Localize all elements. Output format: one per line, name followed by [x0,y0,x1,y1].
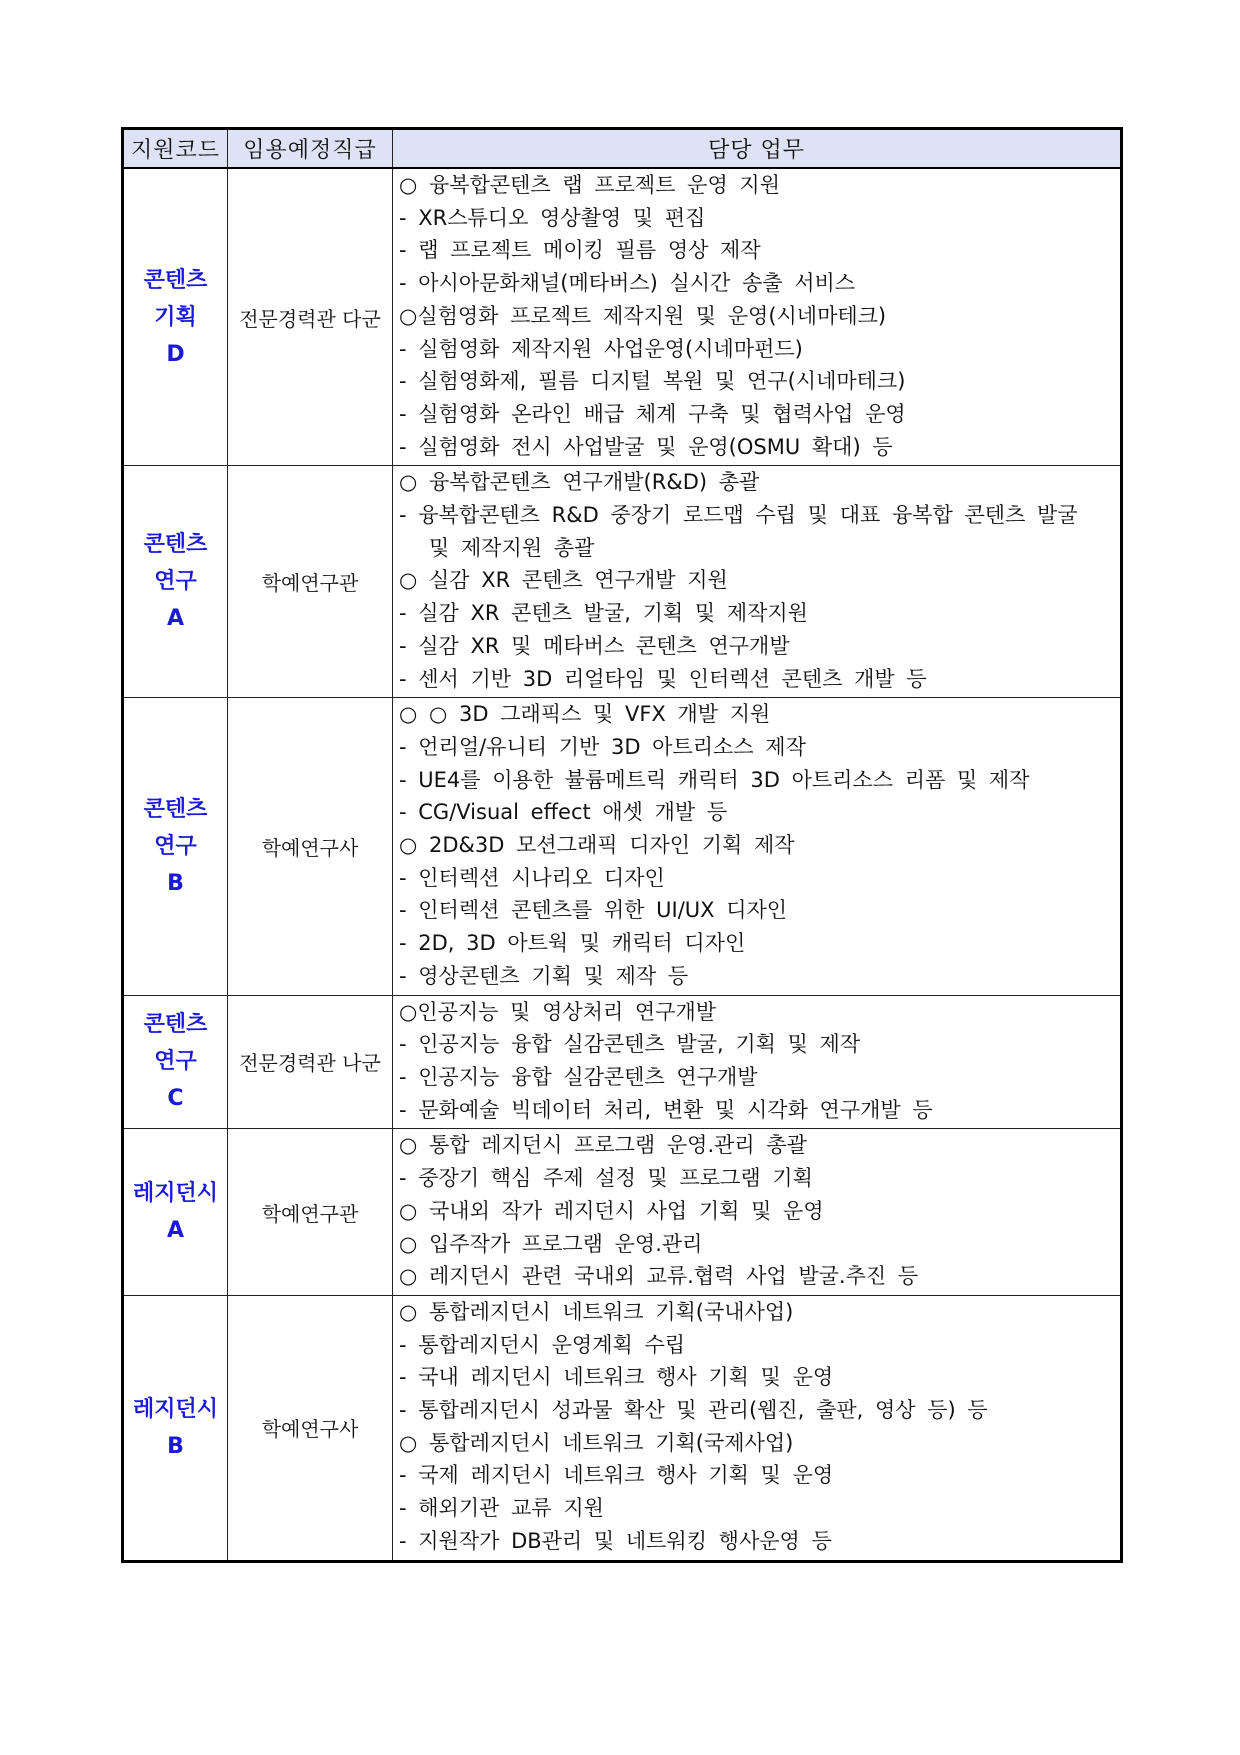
table-row [123,1295,1122,1561]
support-code-text: B [167,1433,184,1459]
duties-cell [393,698,1122,995]
duties-cell [393,995,1122,1129]
duties-cell [393,466,1122,698]
duty-line: - 실험영화제, 필름 디지털 복원 및 연구(시네마테크) [399,369,906,394]
duties-cell [393,168,1122,466]
duty-line: ○ 융복합콘텐츠 연구개발(R&D) 총괄 [399,470,760,495]
duty-line: - UE4를 이용한 뷸륨메트릭 캐릭터 3D 아트리소스 리폼 및 제작 [399,767,1030,792]
duty-line: - 인공지능 융합 실감콘텐츠 연구개발 [399,1064,758,1089]
position-grade-cell: 학예연구관 [228,1129,393,1296]
duty-line: - 실감 XR 및 메타버스 콘텐츠 연구개발 [399,633,790,658]
table-body [123,168,1122,1561]
header-duties: 담당 업무 [393,129,1122,169]
support-code-cell [123,995,228,1129]
table-row [123,698,1122,995]
duty-line: - XR스튜디오 영상촬영 및 편집 [399,205,706,230]
support-code-text: 연구 [154,1049,197,1075]
duty-line: 및 제작지원 총괄 [429,535,595,560]
support-code-cell [123,466,228,698]
support-code-cell [123,1295,228,1561]
support-code-text: 레지던시 [132,1396,218,1422]
duty-line: ○ ○ 3D 그래픽스 및 VFX 개발 지원 [399,702,771,727]
position-grade-cell: 전문경력관 다군 [228,168,393,466]
support-code-text: 콘텐츠 [143,796,208,822]
support-code-text: 콘텐츠 [143,532,208,558]
duty-line: - 실험영화 전시 사업발굴 및 운영(OSMU 확대) 등 [399,434,893,459]
duty-line: ○ 융복합콘텐츠 랩 프로젝트 운영 지원 [399,173,780,197]
support-code-text: B [167,870,184,896]
position-grade-cell: 학예연구관 [228,466,393,698]
duty-line: ○ 통합레지던시 네트워크 기획(국제사업) [399,1430,794,1455]
duty-line: ○ 실감 XR 콘텐츠 연구개발 지원 [399,568,728,593]
table-row [123,1129,1122,1296]
position-grade-cell: 학예연구사 [228,1295,393,1561]
support-code-text: D [166,341,185,367]
duty-line: - 실감 XR 콘텐츠 발굴, 기획 및 제작지원 [399,601,808,626]
duties-cell [393,1295,1122,1561]
duty-line: - 실험영화 제작지원 사업운영(시네마펀드) [399,336,803,361]
support-code-cell [123,168,228,466]
support-code-text: 기획 [154,304,197,330]
duty-line: - 인터렉션 콘텐츠를 위한 UI/UX 디자인 [399,898,788,923]
duty-line: ○ 국내외 작가 레지던시 사업 기획 및 운영 [399,1198,824,1223]
duty-line: ○ 통합레지던시 네트워크 기획(국내사업) [399,1299,794,1324]
support-code-text: 연구 [154,833,197,859]
duty-line: - 지원작가 DB관리 및 네트워킹 행사운영 등 [399,1528,832,1553]
duty-line: - 인터렉션 시나리오 디자인 [399,865,665,890]
duty-line: - 센서 기반 3D 리얼타임 및 인터렉션 콘텐츠 개발 등 [399,666,927,691]
duty-line: - 언리얼/유니티 기반 3D 아트리소스 제작 [399,734,806,759]
support-code-text: A [166,1218,185,1244]
duty-line: - 중장기 핵심 주제 설정 및 프로그램 기획 [399,1166,813,1191]
position-grade-cell: 학예연구사 [228,698,393,995]
duty-line: - 통합레지던시 운영계획 수립 [399,1332,686,1357]
table-row [123,995,1122,1129]
duty-line: - 국내 레지던시 네트워크 행사 기획 및 운영 [399,1365,834,1390]
duty-table [121,127,1123,1563]
support-code-text: A [166,606,185,632]
duty-line: - 2D, 3D 아트웍 및 캐릭터 디자인 [399,931,746,956]
duty-line: - 국제 레지던시 네트워크 행사 기획 및 운영 [399,1463,834,1488]
support-code-cell [123,1129,228,1296]
duty-line: - 실험영화 온라인 배급 체계 구축 및 협력사업 운영 [399,401,906,426]
support-code-text: 레지던시 [132,1181,218,1207]
header-row [123,129,1122,169]
duty-line: ○ 레지던시 관련 국내외 교류.협력 사업 발굴.추진 등 [399,1264,919,1289]
support-code-cell [123,698,228,995]
duty-line: - 영상콘텐츠 기획 및 제작 등 [399,963,689,988]
support-code-text: 콘텐츠 [143,267,208,293]
duty-line: ○ 입주작가 프로그램 운영.관리 [399,1231,703,1256]
duty-line: - 아시아문화채널(메타버스) 실시간 송출 서비스 [399,271,856,296]
table-row [123,466,1122,698]
duty-line: ○ 통합 레지던시 프로그램 운영.관리 총괄 [399,1133,807,1158]
duty-line: - 인공지능 융합 실감콘텐츠 발굴, 기획 및 제작 [399,1032,861,1057]
position-grade-cell: 전문경력관 나군 [228,995,393,1129]
duty-line: - 통합레지던시 성과물 확산 및 관리(웹진, 출판, 영상 등) 등 [399,1398,988,1423]
support-code-text: 콘텐츠 [143,1012,208,1038]
header-code: 지원코드 [123,129,228,169]
header-grade: 임용예정직급 [228,129,393,169]
duties-cell [393,1129,1122,1296]
duty-line: ○실험영화 프로젝트 제작지원 및 운영(시네마테크) [399,303,887,328]
table-row [123,168,1122,466]
duty-line: - 랩 프로젝트 메이킹 필름 영상 제작 [399,238,761,263]
duty-line: - 문화예술 빅데이터 처리, 변환 및 시각화 연구개발 등 [399,1097,933,1122]
support-code-text: C [167,1086,184,1112]
duty-line: ○인공지능 및 영상처리 연구개발 [399,999,717,1024]
duty-line: - 해외기관 교류 지원 [399,1496,604,1521]
duty-line: - 융복합콘텐츠 R&D 중장기 로드맵 수립 및 대표 융복합 콘텐츠 발굴 [399,503,1078,528]
duty-line: ○ 2D&3D 모션그래픽 디자인 기획 제작 [399,833,795,858]
support-code-text: 연구 [154,569,197,595]
duty-line: - CG/Visual effect 애셋 개발 등 [399,800,728,825]
